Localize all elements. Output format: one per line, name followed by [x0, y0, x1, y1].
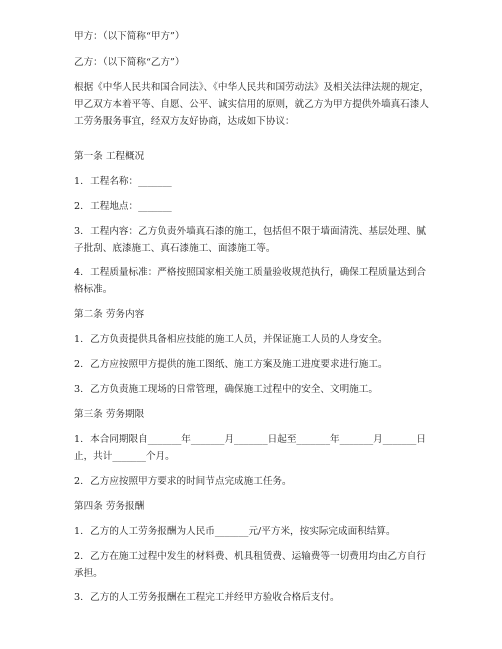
- list-item: 3. 工程内容：乙方负责外墙真石漆的施工，包括但不限于墙面清洗、基层处理、腻子批刮、底漆施工、真石漆施工、面漆施工等。: [74, 226, 426, 254]
- section-heading: 第二条 劳务内容: [74, 309, 145, 320]
- list-item: 2. 乙方应按照甲方要求的时间节点完成施工任务。: [74, 476, 292, 487]
- section-heading: 第三条 劳务期限: [74, 409, 145, 420]
- list-item: 1. 乙方的人工劳务报酬为人民币_______元/平方米，按实际完成面积结算。: [74, 526, 396, 537]
- list-item: 1. 乙方负责提供具备相应技能的施工人员，并保证施工人员的人身安全。: [74, 334, 388, 345]
- list-item: 2. 工程地点：_______: [74, 201, 172, 212]
- party-b-line: 乙方：（以下简称“乙方”）: [74, 57, 185, 68]
- section-heading: 第四条 劳务报酬: [74, 501, 145, 512]
- list-item: 3. 乙方负责施工现场的日常管理，确保施工过程中的安全、文明施工。: [74, 384, 378, 395]
- list-item: 1. 工程名称：_______: [74, 176, 172, 187]
- section-heading: 第一条 工程概况: [74, 151, 145, 162]
- party-a-line: 甲方：（以下简称“甲方”）: [74, 31, 185, 42]
- list-item: 2. 乙方应按照甲方提供的施工图纸、施工方案及施工进度要求进行施工。: [74, 359, 388, 370]
- list-item: 2. 乙方在施工过程中发生的材料费、机具租赁费、运输费等一切费用均由乙方自行承担。: [74, 551, 426, 579]
- preamble-paragraph: 根据《中华人民共和国合同法》、《中华人民共和国劳动法》及相关法律法规的规定，甲乙双方本着平等、自愿、公平、诚实信用的原则，就乙方为甲方提供外墙真石漆人工劳务服务事宜，经双方友好协商，达成如下协议：: [74, 82, 429, 127]
- list-item: 4. 工程质量标准：严格按照国家相关施工质量验收规范执行，确保工程质量达到合格标准。: [74, 267, 426, 295]
- list-item: 3. 乙方的人工劳务报酬在工程完工并经甲方验收合格后支付。: [74, 592, 340, 603]
- list-item: 1. 本合同期限自_______年_______月_______日起至_______年_______月_______日止，共计_______个月。: [74, 434, 426, 462]
